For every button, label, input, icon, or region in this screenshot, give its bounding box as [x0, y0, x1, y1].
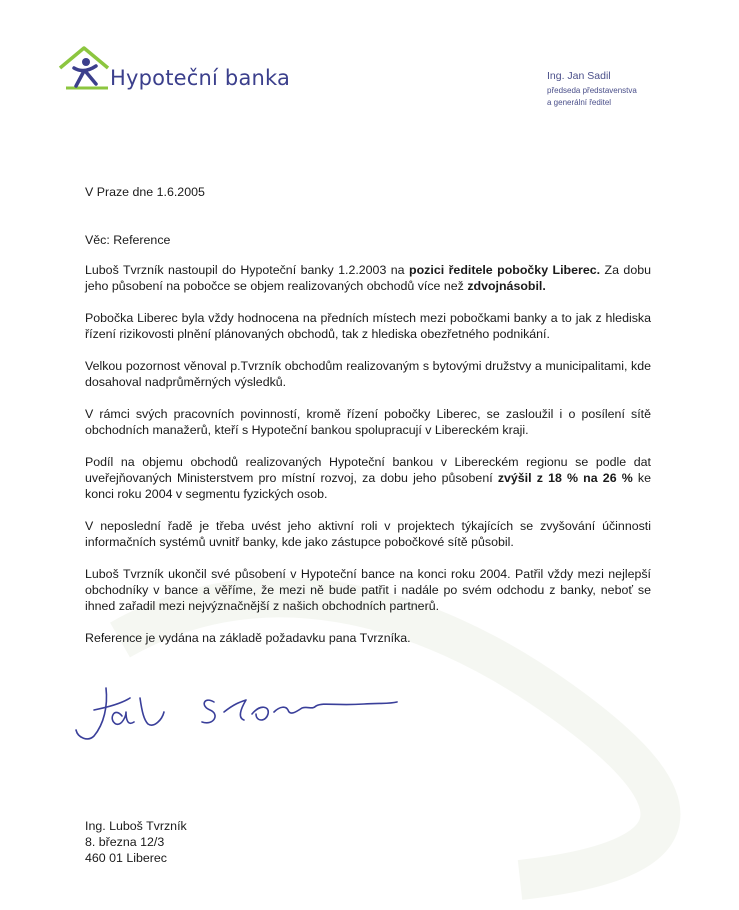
signatory-role-line-2: a generální ředitel: [547, 98, 612, 107]
addressee-name: Ing. Luboš Tvrzník: [85, 819, 187, 833]
body-text: Pobočka Liberec byla vždy hodnocena na předních místech mezi pobočkami banky a to jak z hlediska řízení rizikovosti plnění plánovaných obchodů, tak z hlediska obezřetného podnikání.: [85, 311, 651, 341]
body-paragraph: [85, 566, 651, 614]
body-paragraph: [85, 358, 651, 390]
body-text: V neposlední řadě je třeba uvést jeho aktivní roli v projektech týkajících se zvyšování účinnosti informačních systémů uvnitř banky, kde jako zástupce pobočkové sítě působil.: [85, 519, 651, 549]
body-text: Luboš Tvrzník ukončil své působení v Hypoteční bance na konci roku 2004. Patřil vždy mezi nejlepší obchodníky v bance a věříme, že mezi ně bude patřit i nadále po svém odchodu z banky, neboť se ihned zařadil mezi nejvýznačnější z našich obchodních partnerů.: [85, 567, 651, 613]
body-paragraph: [85, 518, 651, 550]
bank-logo: [56, 44, 296, 94]
body-text: Za dobu jeho působení na pobočce se objem realizovaných obchodů více než: [85, 263, 651, 293]
body-paragraph: [85, 454, 651, 502]
body-paragraph: [85, 310, 651, 342]
body-text: Luboš Tvrzník nastoupil do Hypoteční banky 1.2.2003 na: [85, 263, 410, 277]
subject-line: Věc: Reference: [85, 233, 171, 247]
letter-body: [85, 262, 651, 662]
bold-text: pozici ředitele pobočky Liberec.: [409, 263, 601, 277]
date-line: V Praze dne 1.6.2005: [85, 185, 205, 199]
bold-text: zvýšil z 18 % na 26 %: [497, 471, 633, 485]
body-text: V rámci svých pracovních povinností, kromě řízení pobočky Liberec, se zasloužil i o posílení sítě obchodních manažerů, kteří s Hypoteční bankou spolupracují v Libereckém kraji.: [85, 407, 651, 437]
body-paragraph: [85, 406, 651, 438]
body-text: Podíl na objemu obchodů realizovaných Hypoteční bankou v Libereckém regionu se podle dat uveřejňovaných Ministerstvem pro místní rozvoj, za dobu jeho působení: [85, 455, 651, 485]
body-paragraph: [85, 630, 651, 646]
body-paragraph: [85, 262, 651, 294]
signatory-block: [547, 70, 637, 109]
house-person-logo-icon: [56, 44, 112, 92]
handwritten-signature: [64, 676, 404, 756]
addressee-city: 460 01 Liberec: [85, 851, 167, 865]
brand-name: Hypoteční banka: [110, 66, 291, 90]
addressee-block: [85, 818, 187, 866]
body-text: ke konci roku 2004 v segmentu fyzických osob.: [85, 471, 652, 501]
body-text: Velkou pozornost věnoval p.Tvrzník obchodům realizovaným s bytovými družstvy a municipalitami, kde dosahoval nadprůměrných výsledků.: [85, 359, 651, 389]
signatory-name: Ing. Jan Sadil: [547, 70, 611, 82]
signatory-role-line-1: předseda představenstva: [547, 86, 637, 95]
body-text: Reference je vydána na základě požadavku pana Tvrzníka.: [85, 631, 411, 645]
bold-text: zdvojnásobil.: [467, 279, 546, 293]
addressee-street: 8. března 12/3: [85, 835, 165, 849]
